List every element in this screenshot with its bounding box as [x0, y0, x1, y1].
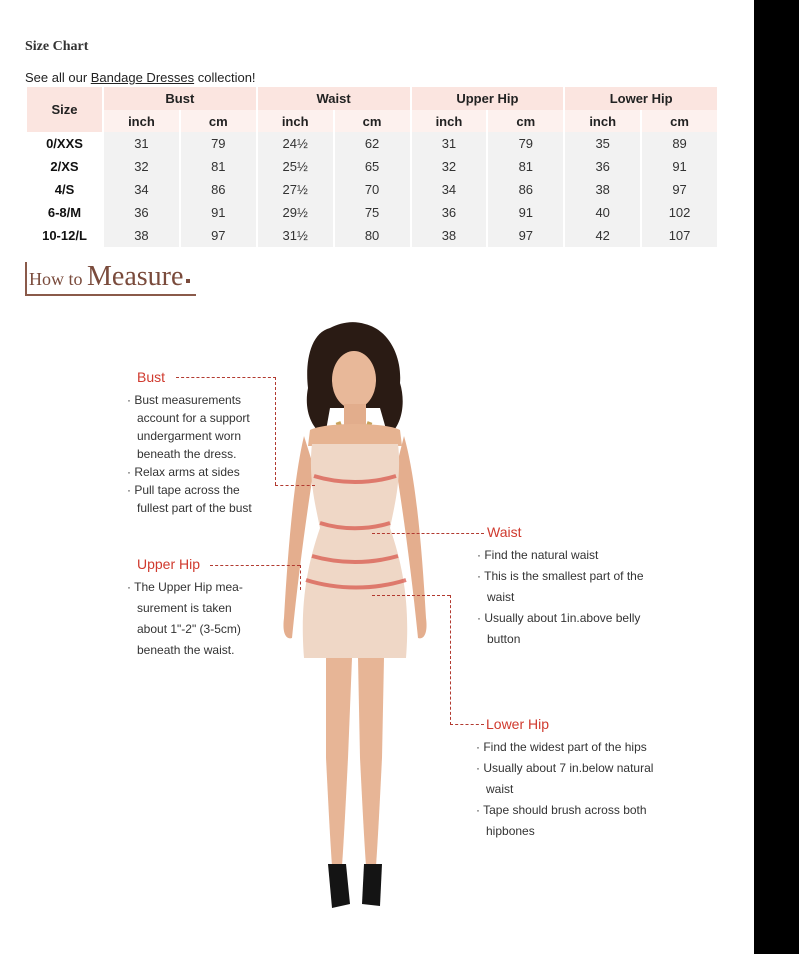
model-left-leg — [326, 658, 352, 866]
group-header-waist: Waist — [258, 87, 410, 110]
waist-line: · Find the natural waist — [477, 548, 599, 562]
waist-line: · Usually about 1in.above belly — [477, 611, 641, 625]
unit-header-row — [27, 110, 717, 132]
measurement-cell: 81 — [181, 155, 256, 178]
waist-line: waist — [487, 590, 515, 604]
measure-big-text: Measure — [87, 261, 184, 292]
upper-hip-callout-line-v — [300, 565, 301, 590]
size-column-header: Size — [27, 87, 102, 132]
size-cell: 2/XS — [27, 155, 102, 178]
bust-line: beneath the dress. — [137, 447, 237, 461]
model-right-leg — [358, 658, 384, 866]
intro-text — [25, 70, 256, 85]
measurement-cell: 70 — [335, 178, 410, 201]
measurement-cell: 32 — [412, 155, 487, 178]
table-header-row — [27, 87, 717, 110]
lower-hip-description — [476, 737, 671, 842]
upper-hip-callout-line-h — [210, 565, 300, 566]
unit-header: cm — [335, 110, 410, 132]
upper-hip-label: Upper Hip — [137, 556, 201, 572]
model-shoulders — [308, 424, 402, 446]
lowerhip-line: · Tape should brush across both — [476, 803, 647, 817]
bandage-dresses-link[interactable]: Bandage Dresses — [90, 70, 195, 85]
unit-header: inch — [565, 110, 640, 132]
model-right-shoe — [362, 864, 382, 906]
page-title: Size Chart — [25, 39, 89, 54]
unit-header: inch — [258, 110, 333, 132]
model-left-shoe — [328, 864, 350, 908]
intro-prefix: See all our — [25, 70, 91, 85]
how-to-measure-heading — [25, 262, 196, 296]
bust-line: · Bust measurements — [127, 393, 242, 407]
model-face — [332, 351, 376, 409]
bust-line: fullest part of the bust — [137, 501, 252, 515]
measurement-cell: 91 — [642, 155, 717, 178]
group-header-upper-hip: Upper Hip — [412, 87, 564, 110]
measurement-cell: 25½ — [258, 155, 333, 178]
measurement-cell: 79 — [181, 132, 256, 155]
right-edge-bar — [754, 0, 799, 954]
measurement-cell: 34 — [412, 178, 487, 201]
measurement-cell: 65 — [335, 155, 410, 178]
measurement-cell: 36 — [565, 155, 640, 178]
measurement-cell: 32 — [104, 155, 179, 178]
size-cell: 6-8/M — [27, 201, 102, 224]
model-figure-illustration — [270, 318, 440, 918]
lower-hip-callout-line-h — [372, 595, 450, 596]
unit-header: cm — [181, 110, 256, 132]
measurement-cell: 86 — [181, 178, 256, 201]
measurement-cell: 40 — [565, 201, 640, 224]
upperhip-line: beneath the waist. — [137, 643, 235, 657]
how-to-small-text: How to — [29, 269, 87, 289]
table-body — [27, 132, 717, 247]
measurement-cell: 102 — [642, 201, 717, 224]
measurement-cell: 97 — [488, 224, 563, 247]
measurement-cell: 29½ — [258, 201, 333, 224]
size-chart-table — [25, 87, 719, 247]
unit-header: inch — [104, 110, 179, 132]
bust-callout-line-h2 — [275, 485, 315, 486]
waist-line: button — [487, 632, 521, 646]
upper-hip-description — [127, 577, 267, 661]
bust-line: · Relax arms at sides — [127, 465, 240, 479]
measurement-cell: 89 — [642, 132, 717, 155]
measurement-cell: 31 — [104, 132, 179, 155]
measurement-cell: 42 — [565, 224, 640, 247]
group-header-bust: Bust — [104, 87, 256, 110]
unit-header: inch — [412, 110, 487, 132]
intro-suffix: collection! — [194, 70, 256, 85]
measurement-cell: 97 — [642, 178, 717, 201]
measurement-cell: 36 — [104, 201, 179, 224]
measurement-cell: 107 — [642, 224, 717, 247]
table-row — [27, 201, 717, 224]
measurement-cell: 24½ — [258, 132, 333, 155]
unit-header: cm — [488, 110, 563, 132]
bust-line: account for a support — [137, 411, 250, 425]
bust-line: · Pull tape across the — [127, 483, 240, 497]
heading-dot — [186, 279, 190, 283]
size-cell: 4/S — [27, 178, 102, 201]
lower-hip-callout-line-v — [450, 595, 451, 725]
measurement-cell: 34 — [104, 178, 179, 201]
unit-header: cm — [642, 110, 717, 132]
measurement-cell: 36 — [412, 201, 487, 224]
waist-label: Waist — [487, 524, 522, 540]
measurement-cell: 38 — [412, 224, 487, 247]
size-cell: 10-12/L — [27, 224, 102, 247]
measurement-cell: 38 — [104, 224, 179, 247]
measurement-cell: 35 — [565, 132, 640, 155]
measurement-cell: 62 — [335, 132, 410, 155]
bust-description — [127, 391, 267, 517]
waist-callout-line-h — [372, 533, 484, 534]
upperhip-line: about 1"-2" (3-5cm) — [137, 622, 241, 636]
measurement-cell: 38 — [565, 178, 640, 201]
table-row — [27, 178, 717, 201]
upperhip-line: surement is taken — [137, 601, 232, 615]
measurement-cell: 80 — [335, 224, 410, 247]
table-row — [27, 224, 717, 247]
lowerhip-line: waist — [486, 782, 514, 796]
waist-line: · This is the smallest part of the — [477, 569, 644, 583]
bust-line: undergarment worn — [137, 429, 242, 443]
lowerhip-line: · Usually about 7 in.below natural — [476, 761, 654, 775]
lowerhip-line: · Find the widest part of the hips — [476, 740, 647, 754]
measurement-cell: 75 — [335, 201, 410, 224]
measurement-cell: 86 — [488, 178, 563, 201]
bust-callout-line-v — [275, 377, 276, 485]
bust-callout-line-h — [176, 377, 276, 378]
lower-hip-callout-line-h2 — [450, 724, 484, 725]
measurement-cell: 31½ — [258, 224, 333, 247]
table-row — [27, 132, 717, 155]
upperhip-line: · The Upper Hip mea- — [127, 580, 243, 594]
size-cell: 0/XXS — [27, 132, 102, 155]
table-row — [27, 155, 717, 178]
bust-label: Bust — [137, 369, 166, 385]
lowerhip-line: hipbones — [486, 824, 535, 838]
lower-hip-label: Lower Hip — [486, 716, 550, 732]
group-header-lower-hip: Lower Hip — [565, 87, 717, 110]
waist-description — [477, 545, 667, 650]
measurement-cell: 91 — [181, 201, 256, 224]
measurement-cell: 97 — [181, 224, 256, 247]
measurement-cell: 27½ — [258, 178, 333, 201]
measurement-cell: 81 — [488, 155, 563, 178]
measurement-cell: 31 — [412, 132, 487, 155]
measurement-cell: 79 — [488, 132, 563, 155]
measurement-cell: 91 — [488, 201, 563, 224]
